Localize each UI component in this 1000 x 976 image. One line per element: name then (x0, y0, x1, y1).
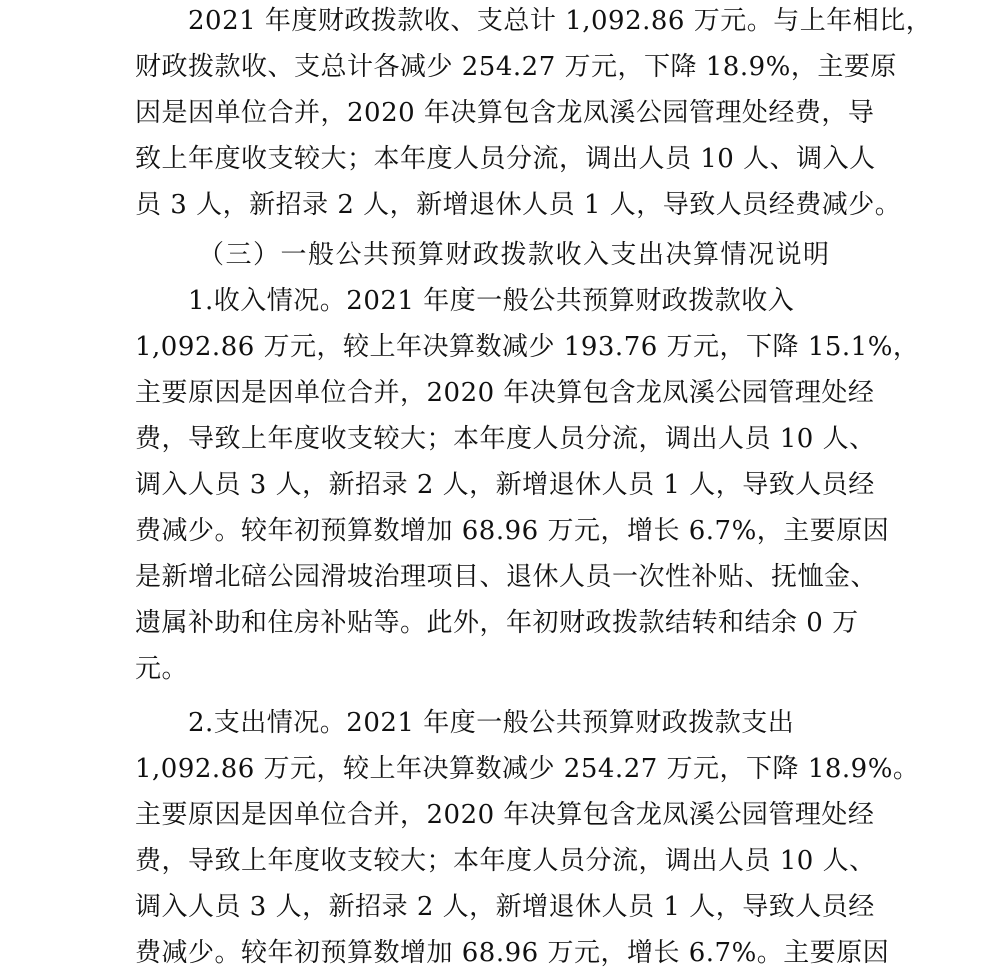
income-line-3: 主要原因是因单位合并，2020 年决算包含龙凤溪公园管理处经 (135, 378, 875, 408)
expense-line-6: 费减少。较年初预算数增加 68.96 万元，增长 6.7%。主要原因 (135, 938, 890, 968)
income-line-8: 遗属补助和住房补贴等。此外，年初财政拨款结转和结余 0 万 (135, 608, 859, 638)
summary-line-3: 因是因单位合并，2020 年决算包含龙凤溪公园管理处经费，导 (135, 98, 875, 128)
expense-line-3: 主要原因是因单位合并，2020 年决算包含龙凤溪公园管理处经 (135, 800, 875, 830)
income-line-6: 费减少。较年初预算数增加 68.96 万元，增长 6.7%，主要原因 (135, 516, 890, 546)
income-line-2: 1,092.86 万元，较上年决算数减少 193.76 万元，下降 15.1%， (135, 332, 920, 362)
income-line-7: 是新增北碚公园滑坡治理项目、退休人员一次性补贴、抚恤金、 (135, 562, 878, 592)
summary-line-1: 2021 年度财政拨款收、支总计 1,092.86 万元。与上年相比， (188, 6, 933, 36)
expense-line-5: 调入人员 3 人，新招录 2 人，新增退休人员 1 人，导致人员经 (135, 892, 875, 922)
income-line-9: 元。 (135, 654, 189, 684)
expense-line-4: 费，导致上年度收支较大；本年度人员分流，调出人员 10 人、 (135, 846, 876, 876)
summary-line-4: 致上年度收支较大；本年度人员分流，调出人员 10 人、调入人 (135, 144, 876, 174)
income-line-5: 调入人员 3 人，新招录 2 人，新增退休人员 1 人，导致人员经 (135, 470, 875, 500)
expense-line-1: 2.支出情况。2021 年度一般公共预算财政拨款支出 (188, 708, 795, 738)
expense-line-2: 1,092.86 万元，较上年决算数减少 254.27 万元，下降 18.9%。 (135, 754, 920, 784)
income-line-4: 费，导致上年度收支较大；本年度人员分流，调出人员 10 人、 (135, 424, 876, 454)
summary-line-2: 财政拨款收、支总计各减少 254.27 万元，下降 18.9%，主要原 (135, 52, 897, 82)
summary-line-5: 员 3 人，新招录 2 人，新增退休人员 1 人，导致人员经费减少。 (135, 190, 902, 220)
section-heading: （三）一般公共预算财政拨款收入支出决算情况说明 (198, 240, 831, 270)
income-line-1: 1.收入情况。2021 年度一般公共预算财政拨款收入 (188, 286, 795, 316)
